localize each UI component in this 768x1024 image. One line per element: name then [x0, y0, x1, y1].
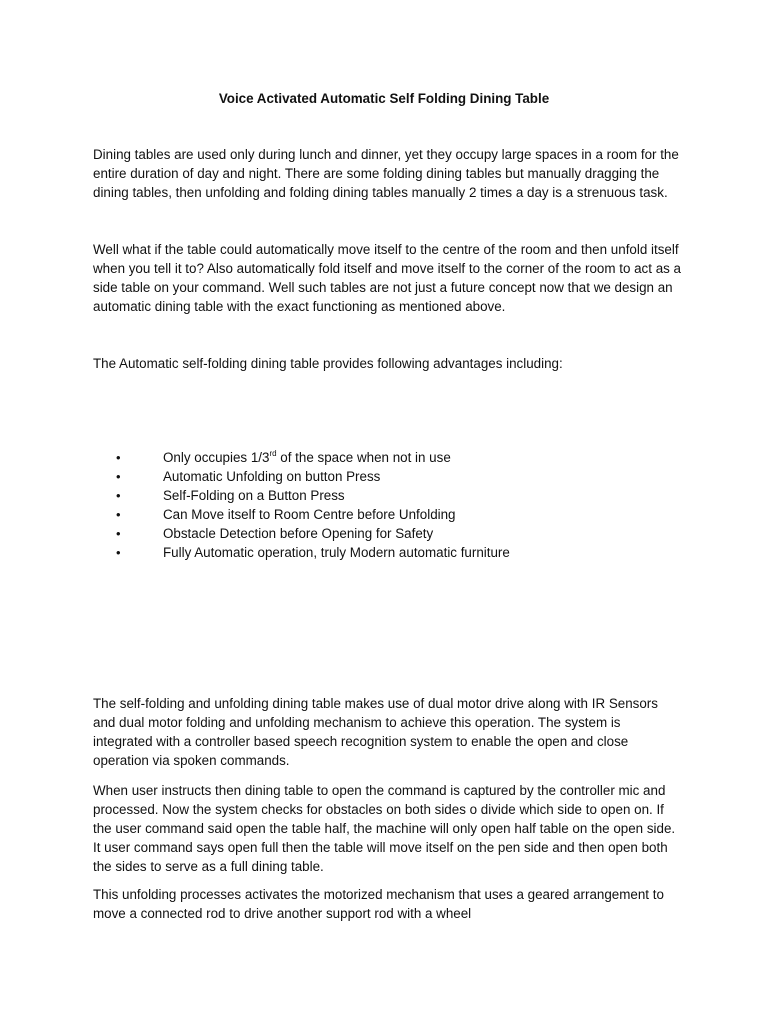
paragraph-concept: Well what if the table could automatically move itself to the centre of the room and then unfold itself when you tell it to? Also automatically fold itself and move itself to the corner of the room to act as a side table on your command. Well such tables are not just a future concept now that we design an automatic dining table with the exact functioning as mentioned above.: [93, 242, 682, 314]
bullet-icon: •: [116, 450, 121, 465]
list-item-text: Can Move itself to Room Centre before Unfolding: [163, 507, 456, 522]
list-item-text: Obstacle Detection before Opening for Safety: [163, 526, 434, 541]
list-item-superscript: rd: [269, 449, 277, 458]
list-item-text: Fully Automatic operation, truly Modern automatic furniture: [163, 545, 510, 560]
list-item: [93, 524, 693, 543]
list-item-text: Automatic Unfolding on button Press: [163, 469, 381, 484]
document-title: Voice Activated Automatic Self Folding Dining Table: [218, 91, 550, 106]
list-item: [93, 505, 693, 524]
list-item: [93, 467, 693, 486]
list-item-text: Self-Folding on a Button Press: [163, 488, 345, 503]
bullet-icon: •: [116, 507, 121, 522]
bullet-icon: •: [116, 545, 121, 560]
paragraph-advantages-intro: The Automatic self-folding dining table provides following advantages including:: [93, 356, 563, 371]
bullet-icon: •: [116, 526, 121, 541]
paragraph-intro: Dining tables are used only during lunch and dinner, yet they occupy large spaces in a room for the entire duration of day and night. There are some folding dining tables but manually dragging the dining tables, then unfolding and folding dining tables manually 2 times a day is a strenuous task.: [93, 147, 679, 200]
list-item: [93, 486, 693, 505]
list-item-text-suffix: of the space when not in use: [276, 450, 451, 465]
list-item: [93, 543, 693, 562]
paragraph-unfolding: This unfolding processes activates the motorized mechanism that uses a geared arrangement to move a connected rod to drive another support rod with a wheel: [93, 887, 664, 921]
list-item-text-prefix: Only occupies 1/3: [163, 450, 270, 465]
bullet-icon: •: [116, 488, 121, 503]
advantages-list: [93, 448, 693, 562]
bullet-icon: •: [116, 469, 121, 484]
paragraph-mechanism: The self-folding and unfolding dining table makes use of dual motor drive along with IR Sensors and dual motor folding and unfolding mechanism to achieve this operation. The system is integrated with a controller based speech recognition system to enable the open and close operation via spoken commands.: [93, 696, 658, 768]
list-item: [93, 448, 693, 467]
paragraph-operation: When user instructs then dining table to open the command is captured by the controller mic and processed. Now the system checks for obstacles on both sides o divide which side to open on. If the user command said open the table half, the machine will only open half table on the open side. It user command says open full then the table will move itself on the pen side and then open both the sides to serve as a full dining table.: [93, 783, 676, 874]
